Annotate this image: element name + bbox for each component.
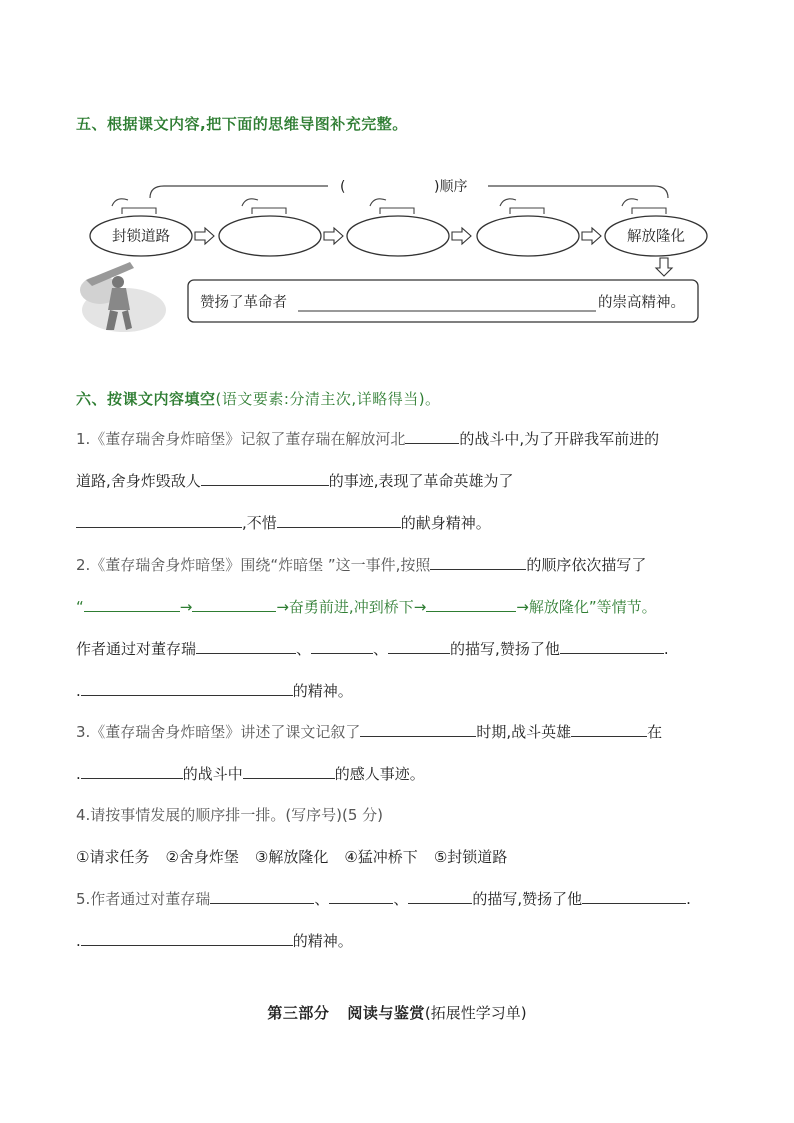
q2-text: 的精神。: [292, 682, 353, 700]
node-2: [219, 216, 321, 256]
q4-option: ④猛冲桥下: [344, 848, 418, 866]
q3-line2: [76, 764, 425, 784]
node-3: [347, 216, 449, 256]
q2-blank-2[interactable]: [84, 597, 180, 612]
q3-blank-3[interactable]: [81, 764, 183, 779]
q2-text: .: [663, 640, 669, 658]
q5-blank-4[interactable]: [582, 889, 686, 904]
q2-text: 2.《董存瑞舍身炸暗堡》围绕“炸暗堡 ”这一事件,按照: [76, 556, 431, 574]
arrow-right-icon: [452, 228, 471, 244]
node5-tab: [632, 208, 666, 214]
q1-text: ,不惜: [242, 514, 277, 532]
q3-blank-1[interactable]: [360, 722, 476, 737]
q3-text: 在: [647, 723, 663, 741]
q2-text: 作者通过对董存瑞: [76, 640, 197, 658]
q1-line2: [76, 471, 514, 491]
q4-option: ⑤封锁道路: [433, 848, 508, 866]
q2-text: 的描写,赞扬了他: [450, 640, 560, 658]
q5-blank-2[interactable]: [329, 889, 393, 904]
q1-text: 1.《董存瑞舍身炸暗堡》记叙了董存瑞在解放河北: [76, 430, 406, 448]
q5-line2: [76, 931, 353, 951]
node4-curl-icon: [500, 199, 516, 206]
node2-curl-icon: [242, 199, 258, 206]
q1-text: 的战斗中,为了开辟我军前进的: [459, 430, 660, 448]
q5-blank-3[interactable]: [408, 889, 472, 904]
q5-text: 、: [393, 890, 409, 908]
q4-options: [76, 847, 507, 867]
q2-line1: [76, 555, 646, 575]
q1-text: 道路,舍身炸毁敌人: [76, 472, 201, 490]
q3-text: 的战斗中: [182, 765, 243, 783]
part3-title-note: (拓展性学习单): [424, 1004, 527, 1022]
node3-curl-icon: [370, 199, 386, 206]
part3-title-a: 第三部分: [267, 1004, 330, 1022]
q5-text: 的描写,赞扬了他: [472, 890, 583, 908]
q1-text: 的事迹,表现了革命英雄为了: [328, 472, 514, 490]
node1-curl-icon: [112, 199, 128, 206]
q5-blank-5[interactable]: [81, 931, 293, 946]
mind-map: [0, 170, 794, 340]
q3-blank-2[interactable]: [571, 722, 647, 737]
q5-text: .: [686, 890, 691, 908]
q2-text: →: [179, 598, 193, 616]
bracket-left-line: [150, 186, 328, 198]
q2-blank-3[interactable]: [192, 597, 276, 612]
q1-blank-1[interactable]: [405, 429, 459, 444]
q2-text: →奋勇前进,冲到桥下→: [276, 598, 427, 616]
q2-text: 、: [373, 640, 389, 658]
q2-blank-7[interactable]: [388, 639, 450, 654]
q3-text: 的感人事迹。: [334, 765, 425, 783]
q1-blank-4[interactable]: [277, 513, 401, 528]
arrow-right-icon: [195, 228, 214, 244]
q5-text: .: [76, 932, 81, 950]
node-4: [477, 216, 579, 256]
q1-line1: [76, 429, 659, 449]
section6-heading: [76, 388, 441, 409]
q2-blank-1[interactable]: [430, 555, 526, 570]
q3-blank-4[interactable]: [243, 764, 335, 779]
q1-line3: [76, 513, 491, 533]
node-1-label: 封锁道路: [112, 229, 170, 245]
q2-line2: [76, 597, 657, 617]
part3-title: [0, 1002, 794, 1023]
q2-blank-9[interactable]: [81, 681, 293, 696]
q3-text: .: [76, 765, 81, 783]
soldier-illustration: [80, 262, 166, 332]
q2-text: 、: [296, 640, 312, 658]
section6-heading-text: 六、按课文内容填空: [76, 390, 216, 408]
arrow-right-icon: [324, 228, 343, 244]
q2-blank-8[interactable]: [560, 639, 664, 654]
q5-text: 5.作者通过对董存瑞: [76, 890, 211, 908]
q5-text: 、: [314, 890, 330, 908]
order-label-left: (: [340, 179, 346, 195]
arrow-right-icon: [582, 228, 601, 244]
q1-blank-3[interactable]: [76, 513, 242, 528]
node1-tab: [122, 208, 156, 214]
q2-line4: [76, 681, 353, 701]
summary-suffix: 的崇高精神。: [598, 295, 685, 311]
q4-prompt: 4.请按事情发展的顺序排一排。(写序号)(5 分): [76, 806, 384, 824]
q2-text: “: [76, 598, 84, 616]
q3-text: 时期,战斗英雄: [476, 723, 572, 741]
bracket-right-line: [488, 186, 668, 198]
q2-blank-5[interactable]: [196, 639, 296, 654]
q2-line3: [76, 639, 669, 659]
q2-text: 的顺序依次描写了: [526, 556, 647, 574]
q5-blank-1[interactable]: [210, 889, 314, 904]
node2-tab: [252, 208, 286, 214]
q5-line1: [76, 889, 691, 909]
section6-heading-note: (语文要素:分清主次,详略得当)。: [215, 390, 441, 408]
q4-option: ③解放隆化: [254, 848, 329, 866]
q2-blank-6[interactable]: [311, 639, 373, 654]
node-5-label: 解放隆化: [627, 229, 685, 245]
arrow-down-icon: [656, 258, 672, 276]
part3-title-b: 阅读与鉴赏: [347, 1004, 425, 1022]
q2-blank-4[interactable]: [426, 597, 516, 612]
order-label-right: )顺序: [434, 179, 468, 195]
q5-text: 的精神。: [292, 932, 353, 950]
q2-text: →解放隆化”等情节。: [516, 598, 657, 616]
q4-option: ①请求任务: [76, 848, 150, 866]
section5-heading: 五、根据课文内容,把下面的思维导图补充完整。: [76, 115, 408, 133]
node4-tab: [510, 208, 544, 214]
node5-curl-icon: [622, 199, 638, 206]
q2-text: .: [76, 682, 81, 700]
q3-text: 3.《董存瑞舍身炸暗堡》讲述了课文记叙了: [76, 723, 361, 741]
summary-prefix: 赞扬了革命者: [200, 295, 287, 311]
q1-text: 的献身精神。: [400, 514, 491, 532]
q3-line1: [76, 722, 662, 742]
q4-option: ②舍身炸堡: [165, 848, 239, 866]
node3-tab: [380, 208, 414, 214]
q1-blank-2[interactable]: [201, 471, 329, 486]
